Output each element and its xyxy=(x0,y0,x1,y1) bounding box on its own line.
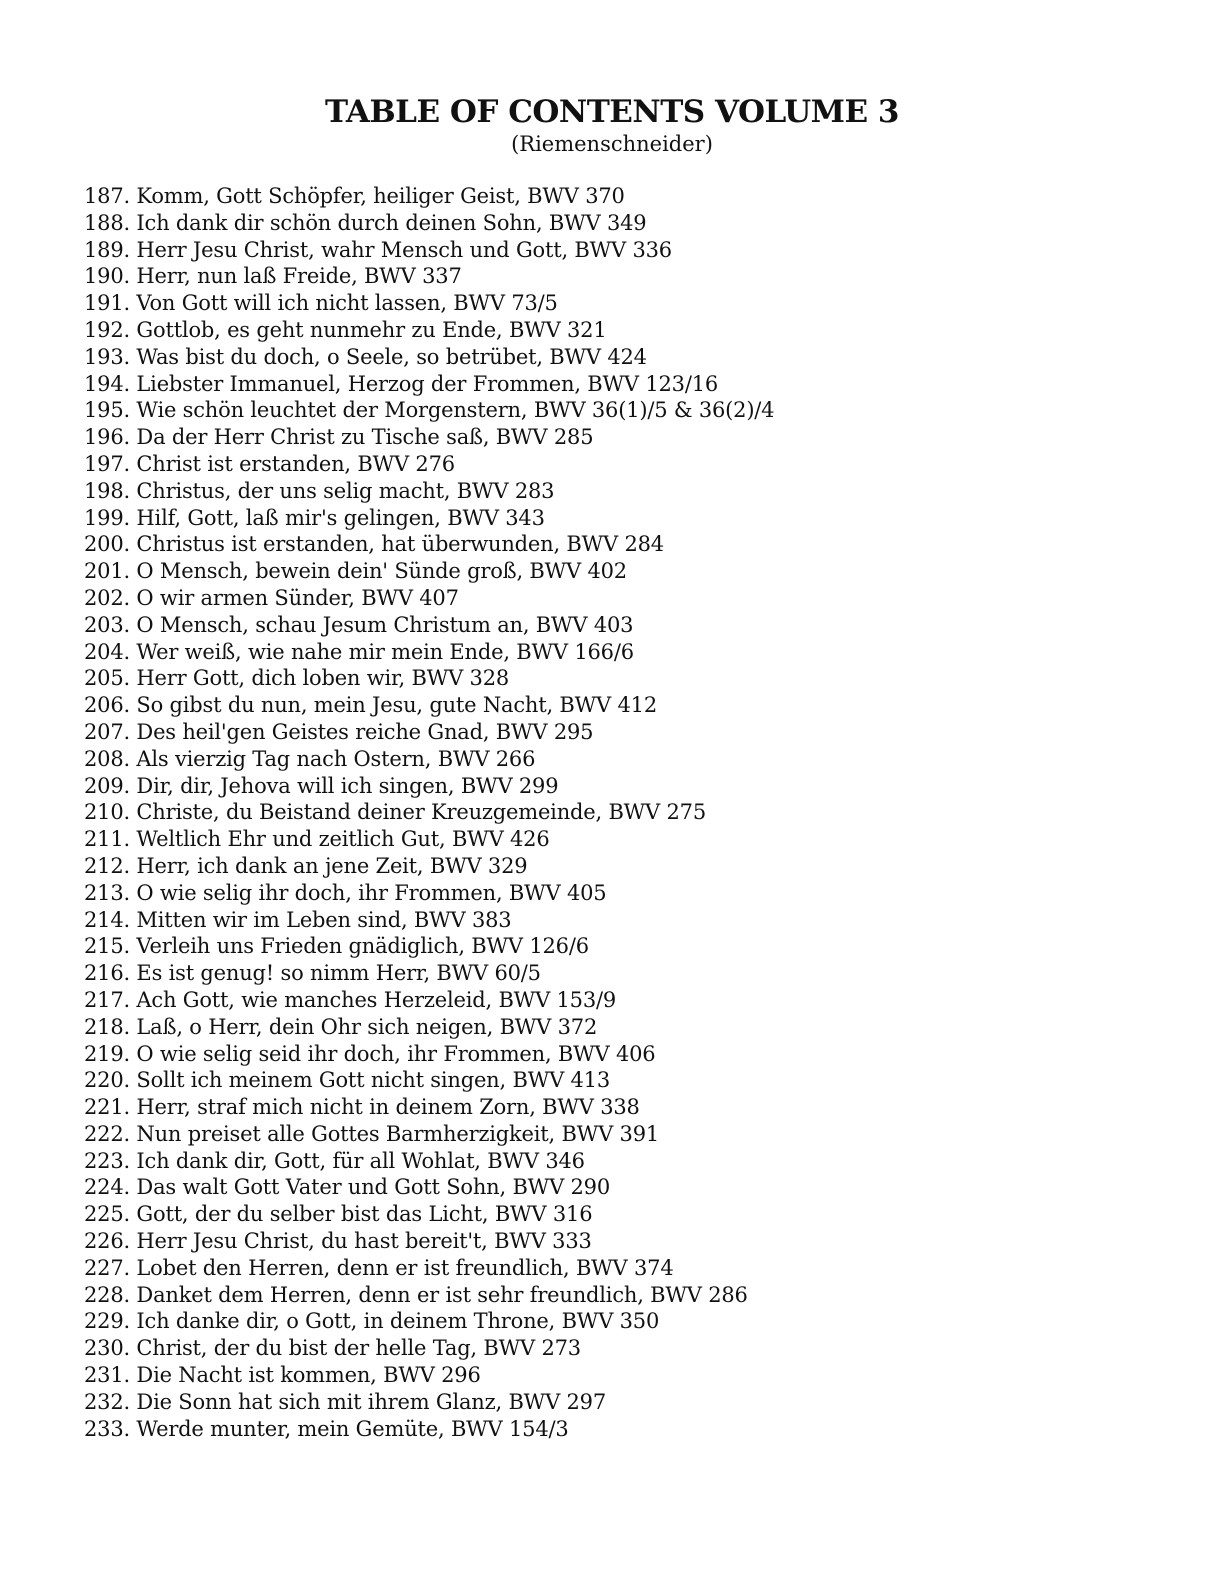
toc-entry: 197. Christ ist erstanden, BWV 276 xyxy=(84,451,455,476)
toc-entry: 203. O Mensch, schau Jesum Christum an, BWV 403 xyxy=(84,612,634,637)
toc-entry: 211. Weltlich Ehr und zeitlich Gut, BWV 426 xyxy=(84,827,550,852)
toc-entry: 210. Christe, du Beistand deiner Kreuzgemeinde, BWV 275 xyxy=(84,800,706,825)
toc-entry: 230. Christ, der du bist der helle Tag, BWV 273 xyxy=(84,1336,581,1361)
toc-entry: 192. Gottlob, es geht nunmehr zu Ende, BWV 321 xyxy=(84,317,607,342)
toc-entry: 217. Ach Gott, wie manches Herzeleid, BWV 153/9 xyxy=(84,987,617,1012)
toc-entry: 189. Herr Jesu Christ, wahr Mensch und Gott, BWV 336 xyxy=(84,237,672,262)
toc-entry: 215. Verleih uns Frieden gnädiglich, BWV 126/6 xyxy=(84,934,589,959)
page-title: TABLE OF CONTENTS VOLUME 3 xyxy=(325,94,899,130)
toc-entry: 233. Werde munter, mein Gemüte, BWV 154/3 xyxy=(84,1416,569,1441)
toc-entry: 229. Ich danke dir, o Gott, in deinem Throne, BWV 350 xyxy=(84,1309,660,1334)
toc-entry: 205. Herr Gott, dich loben wir, BWV 328 xyxy=(84,666,510,691)
toc-entry: 228. Danket dem Herren, denn er ist sehr freundlich, BWV 286 xyxy=(84,1282,748,1307)
toc-entry: 219. O wie selig seid ihr doch, ihr Frommen, BWV 406 xyxy=(84,1041,656,1066)
toc-entry: 198. Christus, der uns selig macht, BWV 283 xyxy=(84,478,555,503)
toc-entry: 227. Lobet den Herren, denn er ist freundlich, BWV 374 xyxy=(84,1255,674,1280)
toc-entry: 224. Das walt Gott Vater und Gott Sohn, BWV 290 xyxy=(84,1175,610,1200)
toc-entry: 187. Komm, Gott Schöpfer, heiliger Geist, BWV 370 xyxy=(84,184,625,208)
toc-entry: 208. Als vierzig Tag nach Ostern, BWV 266 xyxy=(84,746,536,771)
toc-entry: 225. Gott, der du selber bist das Licht, BWV 316 xyxy=(84,1202,593,1227)
toc-entry: 212. Herr, ich dank an jene Zeit, BWV 329 xyxy=(84,853,528,878)
toc-entry: 214. Mitten wir im Leben sind, BWV 383 xyxy=(84,907,512,932)
toc-entry: 188. Ich dank dir schön durch deinen Sohn, BWV 349 xyxy=(84,210,647,235)
toc-entry: 218. Laß, o Herr, dein Ohr sich neigen, BWV 372 xyxy=(84,1014,598,1039)
toc-entry: 202. O wir armen Sünder, BWV 407 xyxy=(84,585,459,610)
toc-entry: 204. Wer weiß, wie nahe mir mein Ende, BWV 166/6 xyxy=(84,639,634,664)
toc-entry: 194. Liebster Immanuel, Herzog der Frommen, BWV 123/16 xyxy=(84,371,719,396)
toc-entry: 220. Sollt ich meinem Gott nicht singen, BWV 413 xyxy=(84,1068,611,1093)
toc-entry: 193. Was bist du doch, o Seele, so betrübet, BWV 424 xyxy=(84,344,647,369)
toc-entry: 191. Von Gott will ich nicht lassen, BWV 73/5 xyxy=(84,291,558,316)
toc-entry: 199. Hilf, Gott, laß mir's gelingen, BWV 343 xyxy=(84,505,545,530)
toc-entry: 232. Die Sonn hat sich mit ihrem Glanz, BWV 297 xyxy=(84,1389,606,1414)
toc-entry: 201. O Mensch, bewein dein' Sünde groß, BWV 402 xyxy=(84,559,627,584)
toc-entry: 206. So gibst du nun, mein Jesu, gute Nacht, BWV 412 xyxy=(84,693,657,718)
toc-entry: 200. Christus ist erstanden, hat überwunden, BWV 284 xyxy=(84,532,664,557)
toc-entry: 207. Des heil'gen Geistes reiche Gnad, BWV 295 xyxy=(84,719,594,744)
toc-entry: 231. Die Nacht ist kommen, BWV 296 xyxy=(84,1363,481,1388)
toc-entry: 209. Dir, dir, Jehova will ich singen, BWV 299 xyxy=(84,773,559,798)
toc-entry: 196. Da der Herr Christ zu Tische saß, BWV 285 xyxy=(84,425,594,450)
toc-entry: 223. Ich dank dir, Gott, für all Wohlat, BWV 346 xyxy=(84,1148,585,1173)
toc-entry: 195. Wie schön leuchtet der Morgenstern, BWV 36(1)/5 & 36(2)/4 xyxy=(84,398,775,423)
toc-entry: 190. Herr, nun laß Freide, BWV 337 xyxy=(84,264,462,289)
toc-entry: 216. Es ist genug! so nimm Herr, BWV 60/5 xyxy=(84,961,541,986)
toc-list xyxy=(84,183,774,1442)
toc-entry: 221. Herr, straf mich nicht in deinem Zorn, BWV 338 xyxy=(84,1095,640,1120)
toc-entry: 213. O wie selig ihr doch, ihr Frommen, BWV 405 xyxy=(84,880,607,905)
page-subtitle: (Riemenschneider) xyxy=(511,132,713,156)
toc-entry: 226. Herr Jesu Christ, du hast bereit't, BWV 333 xyxy=(84,1229,592,1254)
toc-entry: 222. Nun preiset alle Gottes Barmherzigkeit, BWV 391 xyxy=(84,1121,660,1146)
